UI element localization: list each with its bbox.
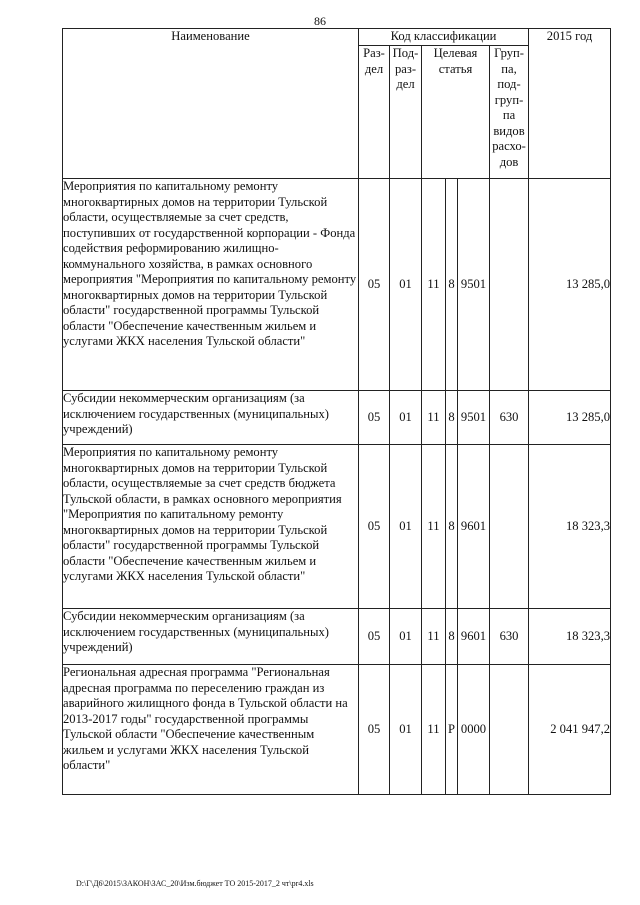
row-group: 630 xyxy=(490,391,529,445)
row-target-1: 11 xyxy=(422,665,446,795)
row-section: 05 xyxy=(359,665,390,795)
header-name: Наименование xyxy=(63,29,359,179)
row-target-3: 9601 xyxy=(458,445,490,609)
row-subsection: 01 xyxy=(390,665,422,795)
row-name: Мероприятия по капитальному ремонту многоквартирных домов на территории Тульской области, осуществляемые за счет средств бюджета Тульской области, в рамках основного мероприятия "Мероприятия по капитальному ремонту многоквартирных домов на территории Тульской области" государственной программы Тульской области "Обеспечение качественным жильем и услугами ЖКХ населения Тульской области" xyxy=(63,445,359,609)
row-amount: 13 285,0 xyxy=(529,391,611,445)
file-path-footer: D:\Г\Д6\2015\ЗАКОН\ЗАС_20\Изм.бюджет ТО 2015-2017_2 чт\pr4.xls xyxy=(76,879,314,888)
row-target-2: 8 xyxy=(446,445,458,609)
header-target-item: Целевая статья xyxy=(422,46,490,179)
table-row xyxy=(63,665,611,795)
row-group xyxy=(490,445,529,609)
row-name: Субсидии некоммерческим организациям (за исключением государственных (муниципальных) учреждений) xyxy=(63,609,359,665)
row-amount: 18 323,3 xyxy=(529,445,611,609)
row-amount: 13 285,0 xyxy=(529,179,611,391)
row-section: 05 xyxy=(359,609,390,665)
row-target-2: 8 xyxy=(446,391,458,445)
row-target-3: 9601 xyxy=(458,609,490,665)
row-name: Субсидии некоммерческим организациям (за исключением государственных (муниципальных) учреждений) xyxy=(63,391,359,445)
row-section: 05 xyxy=(359,445,390,609)
header-classification: Код классификации xyxy=(359,29,529,46)
row-group xyxy=(490,665,529,795)
budget-table xyxy=(62,28,611,795)
row-name: Региональная адресная программа "Региональная адресная программа по переселению граждан из аварийного жилищного фонда в Тульской области на 2013-2017 годы" государственной программы Тульской области "Обеспечение качественным жильем и услугами ЖКХ населения Тульской области" xyxy=(63,665,359,795)
row-target-3: 0000 xyxy=(458,665,490,795)
table-row xyxy=(63,179,611,391)
row-target-1: 11 xyxy=(422,391,446,445)
table-row xyxy=(63,609,611,665)
header-row-top xyxy=(63,29,611,46)
row-section: 05 xyxy=(359,391,390,445)
row-subsection: 01 xyxy=(390,609,422,665)
page-number: 86 xyxy=(314,14,326,28)
row-name: Мероприятия по капитальному ремонту многоквартирных домов на территории Тульской области, осуществляемые за счет средств, поступивших от государственной корпорации - Фонда содействия реформированию жилищно-коммунального хозяйства, в рамках основного мероприятия "Мероприятия по капитальному ремонту многоквартирных домов на территории Тульской области" государственной программы Тульской области "Обеспечение качественным жильем и услугами ЖКХ населения Тульской области" xyxy=(63,179,359,391)
row-subsection: 01 xyxy=(390,179,422,391)
row-target-2: 8 xyxy=(446,609,458,665)
row-target-3: 9501 xyxy=(458,179,490,391)
header-subsection: Под- раз- дел xyxy=(390,46,422,179)
row-target-1: 11 xyxy=(422,609,446,665)
row-group: 630 xyxy=(490,609,529,665)
row-subsection: 01 xyxy=(390,445,422,609)
row-target-2: 8 xyxy=(446,179,458,391)
row-amount: 18 323,3 xyxy=(529,609,611,665)
row-subsection: 01 xyxy=(390,391,422,445)
header-expense-group: Груп- па, под- груп- па видов расхо- дов xyxy=(490,46,529,179)
table-row xyxy=(63,445,611,609)
row-amount: 2 041 947,2 xyxy=(529,665,611,795)
row-group xyxy=(490,179,529,391)
header-year: 2015 год xyxy=(529,29,611,179)
header-section: Раз- дел xyxy=(359,46,390,179)
row-target-3: 9501 xyxy=(458,391,490,445)
row-target-1: 11 xyxy=(422,445,446,609)
row-target-1: 11 xyxy=(422,179,446,391)
row-target-2: P xyxy=(446,665,458,795)
row-section: 05 xyxy=(359,179,390,391)
table-row xyxy=(63,391,611,445)
